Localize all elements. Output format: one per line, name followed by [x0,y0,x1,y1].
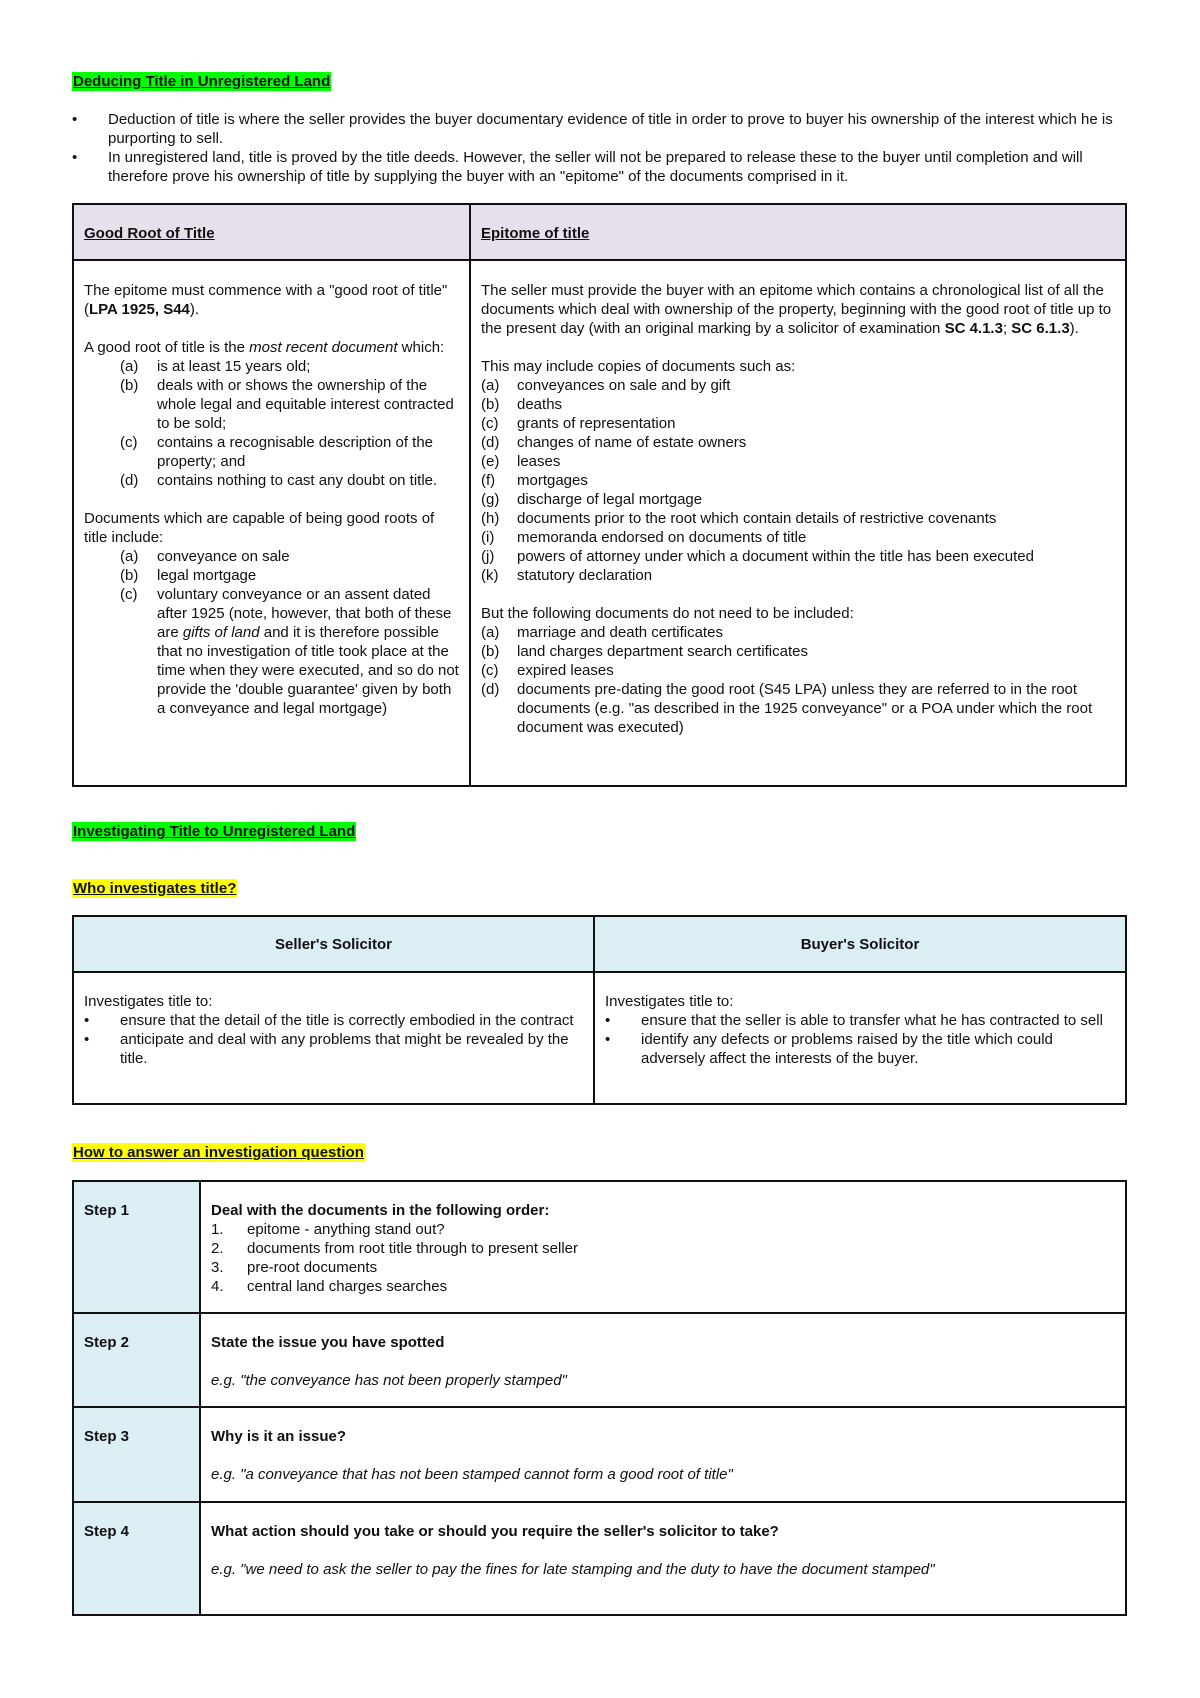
list-item: 1. epitome - anything stand out? [211,1221,445,1238]
good-root-criteria [84,357,459,490]
list-item: (j) powers of attorney under which a document within the title has been executed [481,548,1034,565]
seller-intro: Investigates title to: [84,993,213,1010]
step-label: Step 2 [73,1313,200,1407]
step-content [200,1502,1126,1615]
list-item: (e) leases [481,453,561,470]
list-item: (a) marriage and death certificates [481,624,723,641]
step-label: Step 4 [73,1502,200,1615]
bullet-item: • anticipate and deal with any problems that might be revealed by the title. [84,1030,583,1068]
document-order-list [211,1220,1115,1296]
step-title: What action should you take or should you require the seller's solicitor to take? [211,1523,779,1540]
list-item: (b) deaths [481,396,563,413]
list-item: (d) documents pre-dating the good root (S45 LPA) unless they are referred to in the root documents (e.g. "as described in the 1925 conveyance" or a POA under which the root document was executed) [481,681,1093,736]
header-good-root: Good Root of Title [73,204,470,260]
step-label: Step 1 [73,1181,200,1313]
list-item: (c) contains a recognisable description of the property; and [120,434,434,470]
section-heading: Deducing Title in Unregistered Land [73,73,331,90]
list-item: 4. central land charges searches [211,1278,448,1295]
section-deducing-title [72,72,331,91]
epitome-excludes-intro: But the following documents do not need to be included: [481,605,854,622]
subsection-who-investigates [72,879,237,898]
good-root-cell [73,260,470,786]
deduction-bullets [72,110,1122,186]
list-item: (b) land charges department search certificates [481,643,808,660]
list-item: 3. pre-root documents [211,1259,378,1276]
list-item: (b) deals with or shows the ownership of the whole legal and equitable interest contracted to be sold; [120,377,454,432]
seller-solicitor-cell [73,972,594,1104]
step-title: State the issue you have spotted [211,1334,445,1351]
list-item: (c) grants of representation [481,415,676,432]
title-table [72,203,1127,787]
list-item: (i) memoranda endorsed on documents of title [481,529,807,546]
list-item: (f) mortgages [481,472,588,489]
list-item: (c) voluntary conveyance or an assent dated after 1925 (note, however, that both of these are gifts of land and it is therefore possible that no investigation of title took place at the time when they were executed, and so do not provide the 'double guarantee' given by both a conveyance and legal mortgage) [120,586,459,717]
epitome-excludes-list [481,623,1115,737]
bullet-item: • ensure that the detail of the title is correctly embodied in the contract [84,1011,583,1030]
step-content [200,1407,1126,1502]
bullet-item: • In unregistered land, title is proved by the title deeds. However, the seller will not be prepared to release these to the buyer until completion and will therefore prove his ownership of title by supplying the buyer with an "epitome" of the documents comprised in it. [72,148,1122,186]
step-content [200,1313,1126,1407]
step-title: Why is it an issue? [211,1428,347,1445]
good-root-intro: The epitome must commence with a "good root of title" (LPA 1925, S44). [84,282,448,318]
list-item: 2. documents from root title through to present seller [211,1240,578,1257]
section-investigating-title [72,822,356,841]
buyer-solicitor-cell [594,972,1126,1104]
section-how-to-answer [72,1143,365,1162]
list-item: (g) discharge of legal mortgage [481,491,703,508]
epitome-intro: The seller must provide the buyer with an epitome which contains a chronological list of all the documents which deal with ownership of the property, beginning with the good root of title up to the present day (with an original marking by a solicitor of examination SC 4.1.3; SC 6.1.3). [481,282,1112,337]
step-label: Step 3 [73,1407,200,1502]
step-example: e.g. "we need to ask the seller to pay the fines for late stamping and the duty to have the document stamped" [211,1561,935,1578]
list-item: (a) conveyances on sale and by gift [481,377,731,394]
list-item: (d) changes of name of estate owners [481,434,747,451]
section-heading: How to answer an investigation question [73,1144,364,1161]
list-item: (d) contains nothing to cast any doubt on title. [120,472,438,489]
list-item: (a) conveyance on sale [120,548,290,565]
bullet-item: • ensure that the seller is able to transfer what he has contracted to sell [605,1011,1115,1030]
good-roots-intro: Documents which are capable of being good roots of title include: [84,510,435,546]
step-content [200,1181,1126,1313]
list-item: (k) statutory declaration [481,567,653,584]
epitome-includes-intro: This may include copies of documents such as: [481,358,796,375]
section-heading: Investigating Title to Unregistered Land [73,823,356,840]
good-root-definition: A good root of title is the most recent document which: [84,339,445,356]
solicitor-table [72,915,1127,1105]
header-buyer-solicitor: Buyer's Solicitor [594,916,1126,972]
list-item: (b) legal mortgage [120,567,257,584]
bullet-item: • Deduction of title is where the seller provides the buyer documentary evidence of title in order to prove to buyer his ownership of the interest which he is purporting to sell. [72,110,1122,148]
list-item: (c) expired leases [481,662,614,679]
header-epitome: Epitome of title [470,204,1126,260]
good-roots-list [84,547,459,718]
step-row [73,1407,1126,1502]
subsection-heading: Who investigates title? [73,880,237,897]
list-item: (a) is at least 15 years old; [120,358,311,375]
step-title: Deal with the documents in the following order: [211,1202,550,1219]
steps-table [72,1180,1127,1616]
step-row [73,1502,1126,1615]
list-item: (h) documents prior to the root which contain details of restrictive covenants [481,510,997,527]
epitome-includes-list [481,376,1115,585]
step-row [73,1313,1126,1407]
buyer-intro: Investigates title to: [605,993,734,1010]
step-example: e.g. "the conveyance has not been properly stamped" [211,1372,567,1389]
bullet-item: • identify any defects or problems raised by the title which could adversely affect the interests of the buyer. [605,1030,1115,1068]
seller-purposes [84,1011,583,1068]
buyer-purposes [605,1011,1115,1068]
step-row [73,1181,1126,1313]
header-seller-solicitor: Seller's Solicitor [73,916,594,972]
step-example: e.g. "a conveyance that has not been stamped cannot form a good root of title" [211,1466,733,1483]
epitome-cell [470,260,1126,786]
